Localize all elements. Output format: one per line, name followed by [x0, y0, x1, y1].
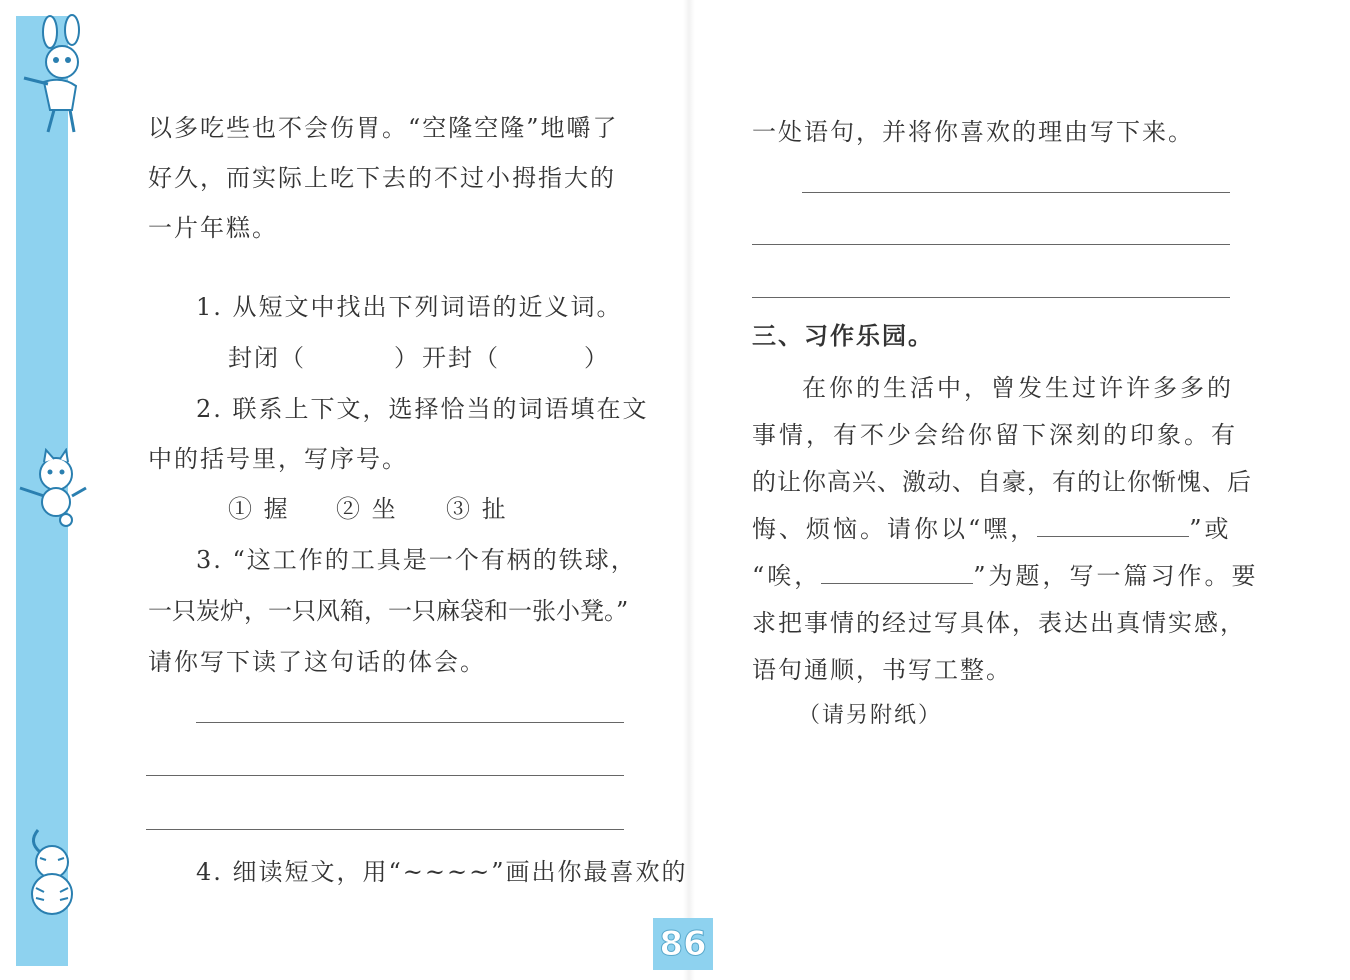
question-2-line-1: 2. 联系上下文，选择恰当的词语填在文 — [196, 395, 649, 423]
cat-mascot-icon — [16, 448, 90, 528]
essay-line-5-end: ”为题，写一篇习作。要 — [973, 562, 1259, 590]
question-3-line-2: 一只炭炉，一只风箱，一只麻袋和一张小凳。” — [148, 597, 629, 625]
synonym-item-b-close: ） — [584, 344, 610, 372]
essay-line-4-start: 悔、烦恼。请你以“嘿， — [752, 515, 1038, 543]
rabbit-mascot-icon — [14, 14, 98, 134]
synonym-item-b-label: 开封（ — [422, 344, 500, 372]
question-3-line-1: 3. “这工作的工具是一个有柄的铁球， — [196, 546, 637, 574]
question-1-prompt: 1. 从短文中找出下列词语的近义词。 — [196, 293, 623, 321]
passage-line-3: 一片年糕。 — [148, 214, 278, 242]
answer-line-4[interactable] — [802, 192, 1230, 193]
question-4-continuation: 一处语句，并将你喜欢的理由写下来。 — [752, 118, 1194, 146]
passage-line-1: 以多吃些也不会伤胃。“空隆空隆”地嚼了 — [148, 114, 619, 142]
answer-line-5[interactable] — [752, 244, 1230, 245]
title-blank-2[interactable] — [821, 561, 973, 584]
page-fold — [683, 0, 695, 980]
answer-line-1[interactable] — [196, 722, 624, 723]
option-1: ① 握 — [228, 495, 290, 523]
essay-line-3: 的让你高兴、激动、自豪，有的让你惭愧、后 — [752, 468, 1252, 496]
attach-paper-note: （请另附纸） — [798, 703, 943, 728]
synonym-item-a-label: 封闭（ — [228, 344, 306, 372]
answer-line-3[interactable] — [146, 829, 624, 830]
page-number: 86 — [653, 918, 713, 970]
answer-line-6[interactable] — [752, 297, 1230, 298]
option-2: ② 坐 — [336, 495, 398, 523]
essay-line-2: 事情，有不少会给你留下深刻的印象。有 — [752, 421, 1238, 449]
essay-line-4-end: ”或 — [1189, 515, 1232, 543]
essay-line-5 — [752, 556, 1259, 591]
essay-line-5-start: “唉， — [752, 562, 822, 590]
tiger-mascot-icon — [18, 822, 82, 922]
essay-line-4 — [752, 509, 1232, 544]
essay-line-6: 求把事情的经过写具体，表达出真情实感， — [752, 609, 1246, 637]
essay-line-1: 在你的生活中，曾发生过许许多多的 — [802, 374, 1234, 402]
synonym-item-a-close: ） — [394, 344, 420, 372]
option-3: ③ 扯 — [446, 495, 508, 523]
question-4-line-1: 4. 细读短文，用“~~~~”画出你最喜欢的 — [196, 858, 688, 886]
passage-line-2: 好久，而实际上吃下去的不过小拇指大的 — [148, 164, 616, 192]
section-title: 三、习作乐园。 — [752, 322, 934, 350]
essay-line-7: 语句通顺，书写工整。 — [752, 656, 1012, 684]
answer-line-2[interactable] — [146, 775, 624, 776]
question-3-line-3: 请你写下读了这句话的体会。 — [148, 648, 486, 676]
question-2-line-2: 中的括号里，写序号。 — [148, 445, 408, 473]
title-blank-1[interactable] — [1037, 514, 1189, 537]
